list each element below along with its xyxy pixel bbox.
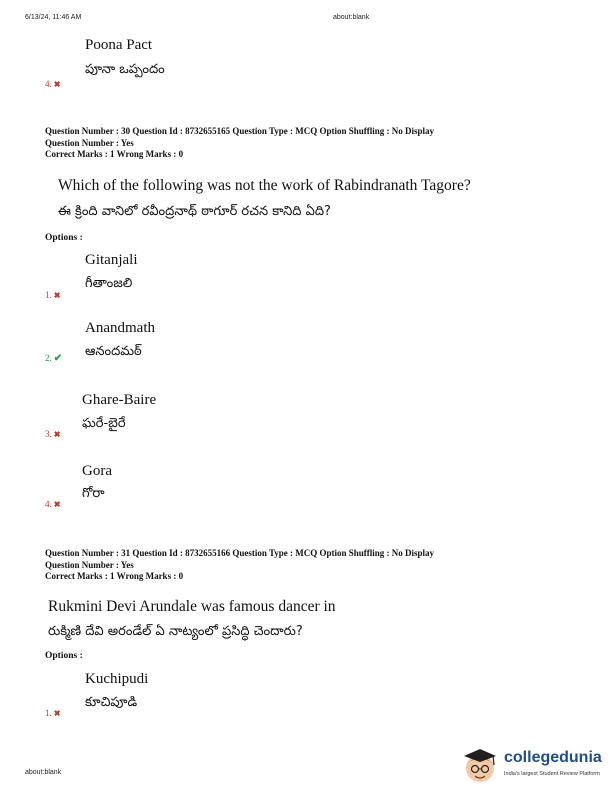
brand-name: collegedunia [504, 749, 602, 766]
option-text-te: గీతాంజలి [85, 276, 133, 291]
wrong-mark-icon: ✖ [53, 500, 61, 509]
option-text-te: కూచిపూడి [85, 695, 138, 710]
print-url: about:blank [333, 14, 370, 21]
brand-logo [460, 744, 610, 788]
mascot-icon [460, 746, 500, 786]
option-text-te: గోరా [82, 486, 105, 501]
option-text-en: Gitanjali [85, 252, 138, 268]
wrong-mark-icon: ✖ [53, 430, 61, 439]
option-text-te: ఆనందమఠ్ [85, 344, 142, 359]
option-text-en: Kuchipudi [85, 671, 149, 687]
option-number: 2. ✔ [45, 353, 63, 364]
question-meta: Question Number : 31 Question Id : 8732655166 Question Type : MCQ Option Shuffling : No Display Question Number : Yes Correct Marks : 1 Wrong Marks : 0 [45, 548, 435, 581]
option-text-en: Gora [82, 463, 112, 479]
question-text-te: ఈ క్రింది వానిలో రవీంద్రనాథ్ ఠాగూర్ రచన కానిది ఏది? [58, 204, 331, 219]
option-number: 1. ✖ [45, 290, 61, 300]
options-label: Options : [45, 233, 83, 243]
question-meta: Question Number : 30 Question Id : 8732655165 Question Type : MCQ Option Shuffling : No Display Question Number : Yes Correct Marks : 1 Wrong Marks : 0 [45, 126, 435, 159]
option-number: 3. ✖ [45, 429, 61, 439]
wrong-mark-icon: ✖ [53, 80, 61, 89]
option-text-te: పూనా ఒప్పందం [85, 62, 165, 77]
question-text-te: రుక్మిణి దేవి అరండేల్ ఏ నాట్యంలో ప్రసిద్ధి చెందారు? [48, 624, 303, 639]
option-text-en: Ghare-Baire [82, 392, 157, 408]
options-label: Options : [45, 651, 83, 661]
option-text-en: Anandmath [85, 320, 155, 336]
correct-check-icon: ✔ [53, 353, 63, 364]
option-text-en: Poona Pact [85, 37, 153, 53]
wrong-mark-icon: ✖ [53, 291, 61, 300]
option-number: 1. ✖ [45, 708, 61, 718]
option-number: 4. ✖ [45, 79, 61, 89]
option-number: 4. ✖ [45, 499, 61, 509]
print-footer-url: about:blank [25, 769, 62, 776]
print-datetime: 6/13/24, 11:46 AM [25, 14, 82, 21]
question-text-en: Which of the following was not the work of Rabindranath Tagore? [58, 177, 471, 194]
brand-tagline: India's largest Student Review Platform [504, 771, 600, 777]
option-text-te: ఘరే-బైరే [82, 416, 126, 431]
wrong-mark-icon: ✖ [53, 709, 61, 718]
question-text-en: Rukmini Devi Arundale was famous dancer in [48, 598, 336, 615]
